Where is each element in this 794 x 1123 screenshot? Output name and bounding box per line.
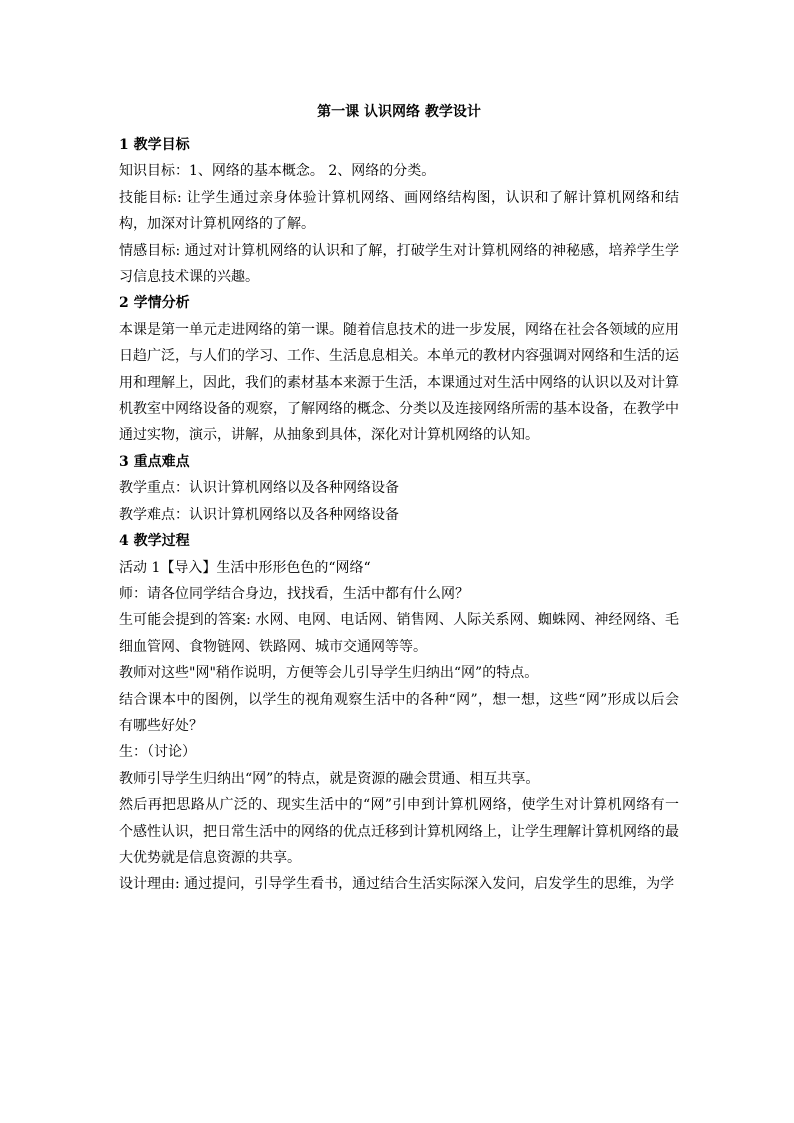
paragraph: 技能目标: 让学生通过亲身体验计算机网络、画网络结构图，认识和了解计算机网络和结构，加深对计算机网络的了解。 <box>119 189 679 233</box>
section-heading: 3 重点难点 <box>119 453 190 470</box>
paragraph: 教师引导学生归纳出“网”的特点，就是资源的融会贯通、相互共享。 <box>119 770 540 787</box>
paragraph: 生可能会提到的答案: 水网、电网、电话网、销售网、人际关系网、蜘蛛网、神经网络、毛细血管网、食物链网、铁路网、城市交通网等等。 <box>119 612 679 655</box>
document-body <box>119 132 679 898</box>
document-title: 第一课 认识网络 教学设计 <box>317 104 481 120</box>
paragraph: 生：（讨论） <box>119 744 196 761</box>
section-heading: 4 教学过程 <box>119 533 190 550</box>
paragraph: 然后再把思路从广泛的、现实生活中的“网”引申到计算机网络，使学生对计算机网络有一个感性认识，把日常生活中的网络的优点迁移到计算机网络上，让学生理解计算机网络的最大优势就是信息资源的共享。 <box>119 797 679 866</box>
paragraph: 情感目标: 通过对计算机网络的认识和了解，打破学生对计算机网络的神秘感，培养学生学习信息技术课的兴趣。 <box>119 242 679 286</box>
section-heading: 2 学情分析 <box>119 295 190 312</box>
paragraph: 教学难点：认识计算机网络以及各种网络设备 <box>119 506 399 523</box>
paragraph: 教师对这些"网"稍作说明，方便等会儿引导学生归纳出“网”的特点。 <box>119 665 539 682</box>
paragraph: 师：请各位同学结合身边，找找看，生活中都有什么网？ <box>119 585 469 602</box>
paragraph: 结合课本中的图例，以学生的视角观察生活中的各种“网”，想一想，这些“网”形成以后会有哪些好处？ <box>119 691 679 734</box>
paragraph: 活动 1【导入】生活中形形色色的“网络“ <box>119 559 371 576</box>
paragraph: 设计理由: 通过提问，引导学生看书，通过结合生活实际深入发问，启发学生的思维，为学 <box>119 876 675 893</box>
paragraph: 知识目标：1、网络的基本概念。 2、网络的分类。 <box>119 163 436 180</box>
paragraph: 教学重点：认识计算机网络以及各种网络设备 <box>119 480 399 497</box>
section-heading: 1 教学目标 <box>119 137 190 153</box>
paragraph: 本课是第一单元走进网络的第一课。随着信息技术的进一步发展，网络在社会各领域的应用日趋广泛，与人们的学习、工作、生活息息相关。本单元的教材内容强调对网络和生活的运用和理解上，因此，我们的素材基本来源于生活，本课通过对生活中网络的认识以及对计算机教室中网络设备的观察，了解网络的概念、分类以及连接网络所需的基本设备，在教学中通过实物，演示，讲解，从抽象到具体，深化对计算机网络的认知。 <box>119 321 679 444</box>
